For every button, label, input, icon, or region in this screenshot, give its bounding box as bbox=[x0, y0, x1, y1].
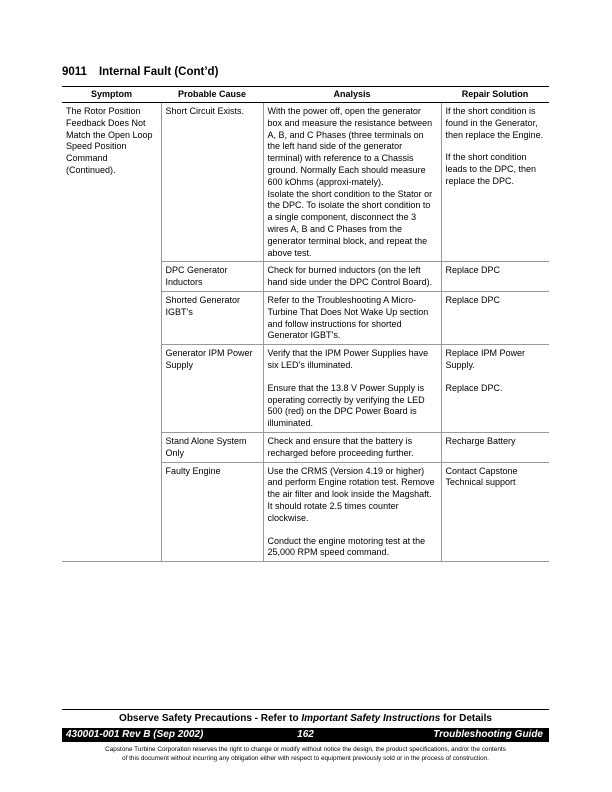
fault-title: Internal Fault (Cont’d) bbox=[98, 66, 219, 78]
repair-solution-cell bbox=[441, 262, 549, 292]
probable-cause-cell: Short Circuit Exists. bbox=[161, 103, 263, 262]
troubleshooting-table bbox=[62, 86, 549, 562]
header-analysis: Analysis bbox=[263, 87, 441, 103]
safety-prefix: Observe Safety Precautions - Refer to bbox=[119, 713, 302, 724]
safety-instructions-ref: Important Safety Instructions bbox=[301, 713, 441, 724]
table-header-row bbox=[62, 87, 549, 103]
repair-solution-cell bbox=[441, 291, 549, 344]
repair-solution-cell bbox=[441, 345, 549, 433]
section-title bbox=[62, 66, 218, 78]
safety-notice bbox=[62, 713, 549, 724]
analysis-cell bbox=[263, 345, 441, 433]
table-row bbox=[62, 103, 549, 262]
analysis-cell bbox=[263, 262, 441, 292]
probable-cause-cell: Stand Alone System Only bbox=[161, 432, 263, 462]
probable-cause-cell: Faulty Engine bbox=[161, 462, 263, 562]
analysis-cell bbox=[263, 432, 441, 462]
analysis-cell bbox=[263, 462, 441, 562]
repair-paragraph: If the short condition leads to the DPC, then replace the DPC. bbox=[445, 152, 537, 186]
analysis-paragraph: With the power off, open the generator box and measure the resistance between A, B, and C Phases (three terminals on the left hand side of the generator terminal) with reference to a Chassis ground. Normally Each should measure 600 kOhms (approxi-mately). Isolate the short condition to the Stator or the DPC. To isolate the short condition to a single component, disconnect the 3 wires A, B and C Phases from the generator terminal block, and repeat the above test. bbox=[267, 106, 433, 258]
symptom-cell: The Rotor Position Feedback Does Not Match the Open Loop Speed Position Command (Continued). bbox=[62, 103, 161, 562]
header-repair-solution: Repair Solution bbox=[441, 87, 549, 103]
probable-cause-cell: DPC Generator Inductors bbox=[161, 262, 263, 292]
document-id: 430001-001 Rev B (Sep 2002) bbox=[66, 729, 204, 740]
repair-paragraph: Replace IPM Power Supply. bbox=[445, 348, 526, 370]
analysis-paragraph: Verify that the IPM Power Supplies have six LED’s illuminated. bbox=[267, 348, 429, 370]
analysis-cell bbox=[263, 103, 441, 262]
repair-paragraph: Replace DPC bbox=[445, 294, 501, 305]
page-number: 162 bbox=[297, 729, 314, 740]
fault-code: 9011 bbox=[62, 66, 87, 78]
repair-paragraph: Replace DPC. bbox=[445, 382, 503, 393]
probable-cause-cell: Shorted Generator IGBT’s bbox=[161, 291, 263, 344]
safety-suffix: for Details bbox=[440, 713, 492, 724]
repair-paragraph: Contact Capstone Technical support bbox=[445, 465, 518, 488]
footer-rule bbox=[62, 709, 549, 710]
disclaimer-line: of this document without incurring any obligation either with respect to equipment previously sold or in the process of construction. bbox=[122, 754, 489, 762]
header-probable-cause: Probable Cause bbox=[161, 87, 263, 103]
analysis-paragraph: Refer to the Troubleshooting A Micro-Turbine That Does Not Wake Up section and follow instructions for shorted Generator IGBT’s. bbox=[267, 294, 429, 341]
repair-solution-cell bbox=[441, 462, 549, 562]
repair-paragraph: If the short condition is found in the Generator, then replace the Engine. bbox=[445, 106, 544, 140]
analysis-paragraph: Conduct the engine motoring test at the 25,000 RPM speed command. bbox=[267, 535, 426, 558]
analysis-paragraph: Ensure that the 13.8 V Power Supply is operating correctly by verifying the LED 500 (red) on the DPC Power Board is illuminated. bbox=[267, 382, 425, 429]
footer-bar bbox=[62, 728, 549, 742]
analysis-paragraph: Check and ensure that the battery is recharged before proceeding further. bbox=[267, 435, 414, 458]
disclaimer-line: Capstone Turbine Corporation reserves the right to change or modify without notice the design, the product specifications, and/or the contents bbox=[105, 746, 506, 753]
probable-cause-cell: Generator IPM Power Supply bbox=[161, 345, 263, 433]
guide-title: Troubleshooting Guide bbox=[433, 729, 543, 740]
analysis-paragraph: Use the CRMS (Version 4.19 or higher) and perform Engine rotation test. Remove the air filter and look inside the Magshaft. It should rotate 2.5 times counter clockwise. bbox=[267, 465, 435, 523]
repair-paragraph: Replace DPC bbox=[445, 265, 501, 276]
analysis-paragraph: Check for burned inductors (on the left hand side under the DPC Control Board). bbox=[267, 265, 433, 288]
repair-solution-cell bbox=[441, 103, 549, 262]
repair-paragraph: Recharge Battery bbox=[445, 435, 516, 446]
header-symptom: Symptom bbox=[62, 87, 161, 103]
analysis-cell bbox=[263, 291, 441, 344]
disclaimer bbox=[62, 746, 549, 763]
repair-solution-cell bbox=[441, 432, 549, 462]
